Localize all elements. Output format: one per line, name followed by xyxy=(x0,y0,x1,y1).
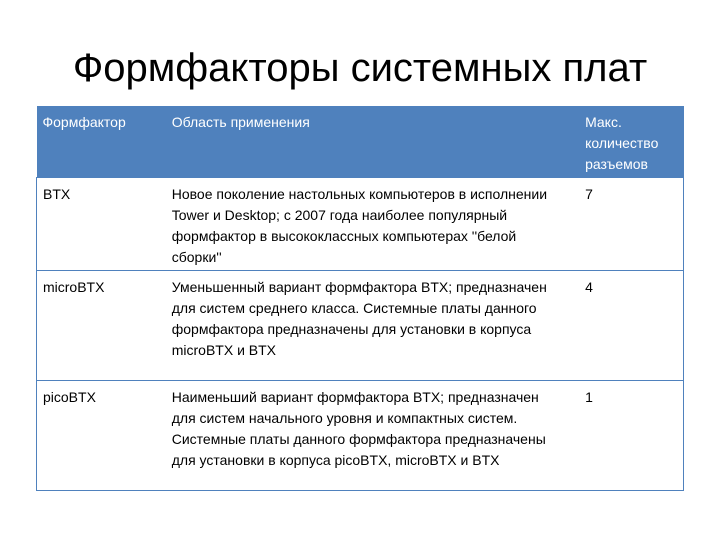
column-header-max-slots: Макс. количество разъемов xyxy=(559,106,683,178)
cell-form-factor: microBTX xyxy=(37,271,156,381)
cell-area: Новое поколение настольных компьютеров в исполнении Tower и Desktop; с 2007 года наиболее популярный формфактор в высококлассных компьютерах ''белой сборки'' xyxy=(156,178,559,271)
cell-area: Наименьший вариант формфактора BTX; предназначен для систем начального уровня и компактных систем. Системные платы данного формфактора предназначены для установки в корпуса picoBTX, microBTX и BTX xyxy=(156,381,559,491)
cell-form-factor: picoBTX xyxy=(37,381,156,491)
table-row xyxy=(37,271,684,381)
column-header-form-factor: Формфактор xyxy=(37,106,156,178)
cell-form-factor: BTX xyxy=(37,178,156,271)
column-header-area: Область применения xyxy=(156,106,559,178)
cell-area: Уменьшенный вариант формфактора BTX; предназначен для систем среднего класса. Системные платы данного формфактора предназначены для установки в корпуса microBTX и BTX xyxy=(156,271,559,381)
cell-max-slots: 7 xyxy=(559,178,683,271)
table-row xyxy=(37,381,684,491)
slide-title: Формфакторы системных плат xyxy=(72,46,648,90)
cell-max-slots: 4 xyxy=(559,271,683,381)
form-factor-table xyxy=(36,106,684,491)
table-header xyxy=(37,106,684,178)
cell-max-slots: 1 xyxy=(559,381,683,491)
table-row xyxy=(37,178,684,271)
header-row xyxy=(37,106,684,178)
table-body xyxy=(37,178,684,491)
